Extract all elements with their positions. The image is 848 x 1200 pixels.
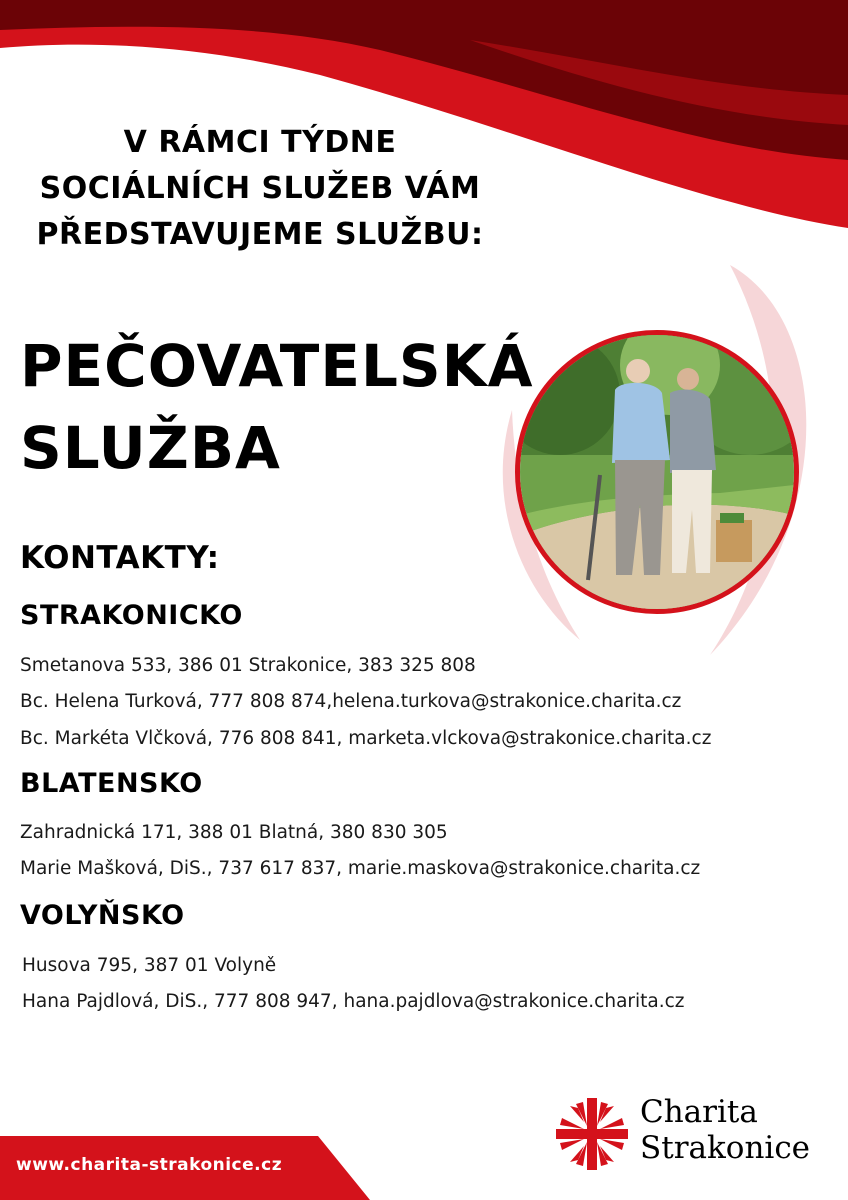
contact-line: Bc. Helena Turková, 777 808 874,helena.turkova@strakonice.charita.cz xyxy=(20,691,682,712)
contacts-heading: KONTAKTY: xyxy=(20,540,220,576)
contact-line: Bc. Markéta Vlčková, 776 808 841, marketa.vlckova@strakonice.charita.cz xyxy=(20,728,712,749)
intro-line: V RÁMCI TÝDNE xyxy=(123,125,397,160)
logo-line: Strakonice xyxy=(640,1130,811,1166)
charita-logo xyxy=(556,1094,836,1174)
website-link[interactable]: www.charita-strakonice.cz xyxy=(16,1155,283,1175)
contact-line: Husova 795, 387 01 Volyně xyxy=(22,955,277,976)
intro-heading xyxy=(20,120,500,258)
contact-line: Marie Mašková, DiS., 737 617 837, marie.maskova@strakonice.charita.cz xyxy=(20,858,701,879)
title-line: PEČOVATELSKÁ xyxy=(20,332,534,400)
region-heading-strakonicko: STRAKONICKO xyxy=(20,600,243,631)
intro-line: PŘEDSTAVUJEME SLUŽBU: xyxy=(36,217,484,252)
caritas-cross-icon xyxy=(556,1098,628,1170)
contact-line: Smetanova 533, 386 01 Strakonice, 383 325 808 xyxy=(20,655,476,676)
logo-text xyxy=(640,1094,810,1166)
logo-line: Charita xyxy=(640,1094,758,1130)
intro-line: SOCIÁLNÍCH SLUŽEB VÁM xyxy=(39,171,481,206)
title-line: SLUŽBA xyxy=(20,414,281,482)
region-heading-blatensko: BLATENSKO xyxy=(20,768,203,799)
region-heading-volynsko: VOLYŇSKO xyxy=(20,900,185,931)
service-title xyxy=(20,325,534,489)
contact-line: Hana Pajdlová, DiS., 777 808 947, hana.pajdlova@strakonice.charita.cz xyxy=(22,991,685,1012)
photo-illustration xyxy=(520,335,794,609)
elderly-walk-photo xyxy=(515,330,799,614)
contact-line: Zahradnická 171, 388 01 Blatná, 380 830 305 xyxy=(20,822,448,843)
